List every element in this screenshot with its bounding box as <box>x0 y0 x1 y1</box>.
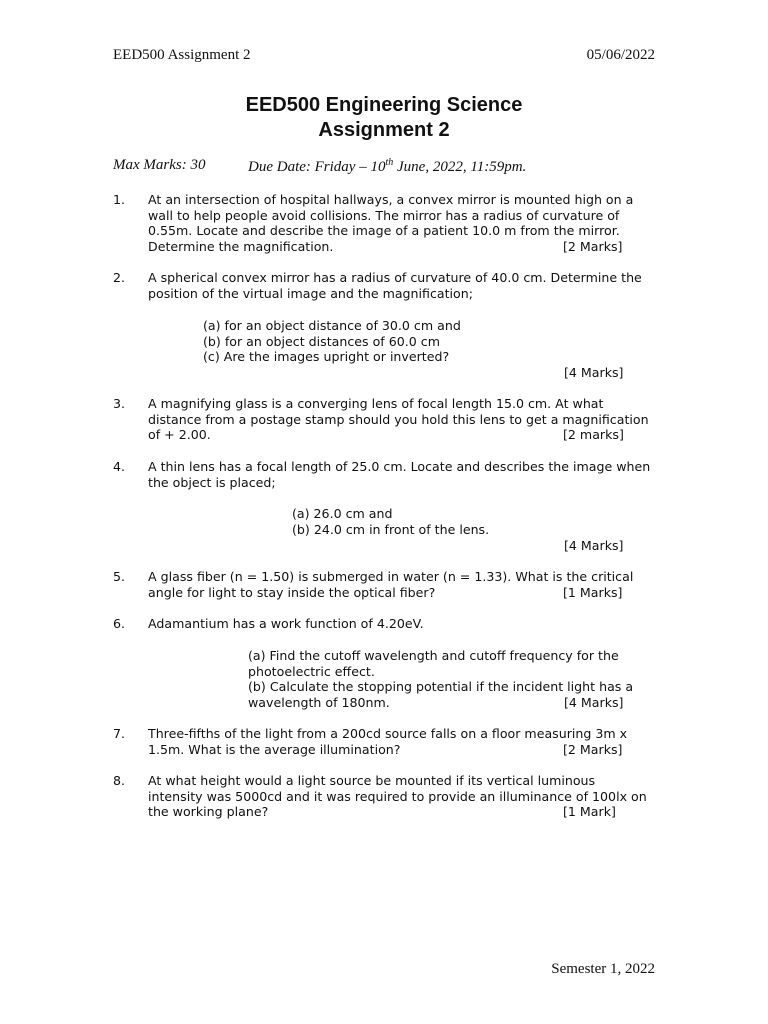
question-line <box>148 239 653 255</box>
question-line: A thin lens has a focal length of 25.0 cm. Locate and describes the image when <box>148 459 651 474</box>
question-number: 5. <box>113 569 126 584</box>
header-date: 05/06/2022 <box>586 47 655 63</box>
due-date-sup: th <box>385 157 394 168</box>
question-line <box>148 742 653 758</box>
question-part: (a) for an object distance of 30.0 cm and <box>203 318 461 333</box>
page-title <box>0 93 768 143</box>
question-line: A glass fiber (n = 1.50) is submerged in water (n = 1.33). What is the critical <box>148 569 634 584</box>
marks-label: [2 marks] <box>563 427 624 443</box>
question-part: (b) 24.0 cm in front of the lens. <box>292 521 490 537</box>
question-line: Adamantium has a work function of 4.20eV. <box>148 616 424 631</box>
question-number: 3. <box>113 396 126 411</box>
question-line <box>148 585 653 601</box>
question-number: 7. <box>113 726 126 741</box>
question-line-text: Determine the magnification. <box>148 239 334 255</box>
question-number: 4. <box>113 459 126 474</box>
question-line: A spherical convex mirror has a radius of curvature of 40.0 cm. Determine the <box>148 270 642 285</box>
due-date <box>248 157 526 176</box>
question-line: intensity was 5000cd and it was required to provide an illuminance of 100lx on <box>148 788 647 804</box>
marks-label: [4 Marks] <box>564 538 624 553</box>
question-part: (a) 26.0 cm and <box>292 506 393 521</box>
max-marks: Max Marks: 30 <box>113 157 206 173</box>
question-line: distance from a postage stamp should you hold this lens to get a magnification <box>148 411 649 427</box>
marks-label: [2 Marks] <box>563 741 623 757</box>
question-line: At what height would a light source be mounted if its vertical luminous <box>148 773 596 788</box>
marks-label: [2 Marks] <box>563 239 623 255</box>
question-line: wall to help people avoid collisions. The mirror has a radius of curvature of <box>148 207 620 223</box>
question-line <box>148 804 653 820</box>
question-2-parts <box>203 318 461 365</box>
question-part: (c) Are the images upright or inverted? <box>203 349 450 365</box>
question-4-parts <box>292 506 489 537</box>
question-line: 0.55m. Locate and describe the image of a patient 10.0 m from the mirror. <box>148 223 620 239</box>
question-line: Three-fifths of the light from a 200cd source falls on a floor measuring 3m x <box>148 726 628 741</box>
header-course: EED500 Assignment 2 <box>113 47 251 63</box>
marks-label: [1 Marks] <box>563 584 623 600</box>
assignment-meta <box>113 157 527 175</box>
question-number: 2. <box>113 270 126 285</box>
question-line-text: 1.5m. What is the average illumination? <box>148 741 401 757</box>
question-part: photoelectric effect. <box>248 663 375 679</box>
question-number: 8. <box>113 773 126 788</box>
question-number: 1. <box>113 192 126 207</box>
question-line-text: the working plane? <box>148 804 269 820</box>
marks-label: [4 Marks] <box>564 365 624 380</box>
question-part: (b) for an object distances of 60.0 cm <box>203 333 440 349</box>
marks-label: [1 Mark] <box>563 804 616 820</box>
title-line-2: Assignment 2 <box>318 119 450 141</box>
question-line: A magnifying glass is a converging lens of focal length 15.0 cm. At what <box>148 396 604 411</box>
due-date-prefix: Due Date: Friday – 10 <box>248 159 386 175</box>
question-line <box>148 427 653 443</box>
question-line: At an intersection of hospital hallways, a convex mirror is mounted high on a <box>148 192 634 207</box>
question-part: (a) Find the cutoff wavelength and cutoff frequency for the <box>248 648 619 663</box>
question-line-text: of + 2.00. <box>148 427 211 443</box>
question-part: (b) Calculate the stopping potential if the incident light has a <box>248 679 634 695</box>
title-line-1: EED500 Engineering Science <box>245 94 523 116</box>
question-line: position of the virtual image and the magnification; <box>148 285 473 301</box>
marks-label: [4 Marks] <box>564 695 624 710</box>
question-line: the object is placed; <box>148 474 276 490</box>
footer-semester: Semester 1, 2022 <box>551 961 655 977</box>
question-line-text: angle for light to stay inside the optical fiber? <box>148 584 436 600</box>
due-date-suffix: June, 2022, 11:59pm. <box>393 159 527 175</box>
question-number: 6. <box>113 616 126 631</box>
question-part: wavelength of 180nm. <box>248 695 390 711</box>
